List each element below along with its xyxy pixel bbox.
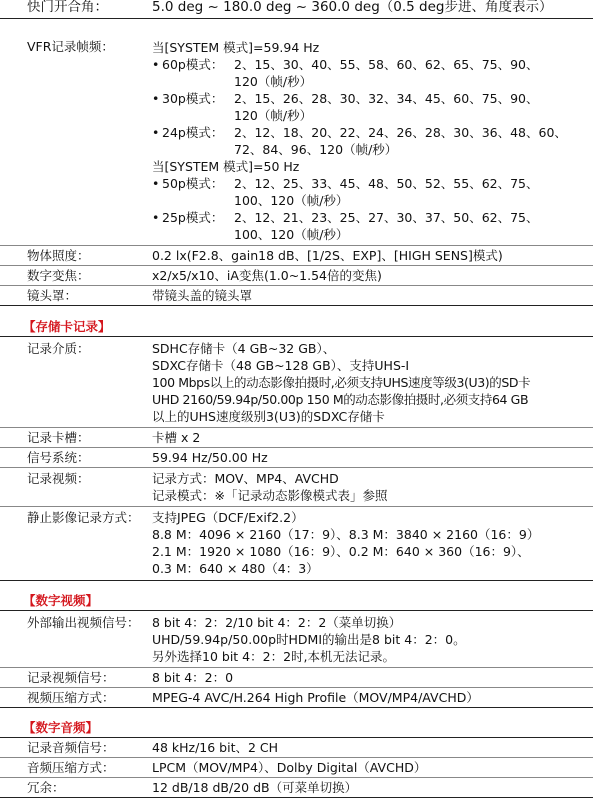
spec-row-ext-output (0, 610, 593, 668)
spec-value: 8 bit 4：2：0 (152, 670, 234, 685)
vfr-values (152, 37, 593, 243)
ext-line: 8 bit 4：2：2/10 bit 4：2：2（菜单切换） (152, 615, 402, 630)
media-line: 以上的UHS速度级别3(U3)的SDXC存储卡 (152, 409, 385, 424)
spec-label: 镜头罩： (27, 288, 78, 303)
ext-values (152, 613, 593, 665)
video-values (152, 469, 593, 504)
still-line: 8.8 M：4096 × 2160（17：9）、8.3 M：3840 × 2160（16：9） (152, 527, 540, 542)
spec-value: 卡槽 x 2 (152, 430, 201, 445)
media-line: SDHC存储卡（4 GB~32 GB）、 (152, 341, 336, 356)
spec-row-lens-hood (0, 286, 593, 306)
media-values (152, 339, 593, 425)
spec-label: 信号系统： (27, 450, 90, 465)
spec-label: 记录视频： (27, 471, 90, 486)
section-heading-card: 【存储卡记录】 (23, 319, 111, 334)
media-line: 100 Mbps以上的动态影像拍摄时,必须支持UHS速度等级3(U3)的SD卡 (152, 375, 531, 390)
spec-value: 带镜头盖的镜头罩 (152, 288, 253, 303)
spec-row-audio-compression (0, 758, 593, 778)
spec-label: 记录视频信号： (27, 670, 115, 685)
spec-value: 0.2 lx(F2.8、gain18 dB、[1/2S、EXP]、[HIGH SENS]模式) (152, 248, 503, 263)
vfr-item-25p: • 25p模式： 2、12、21、23、25、27、30、37、50、62、75、 100、120（帧/秒） (152, 210, 539, 242)
spec-label: 外部输出视频信号： (27, 615, 140, 630)
spec-row-video-compression (0, 688, 593, 708)
spec-value: 59.94 Hz/50.00 Hz (152, 450, 268, 465)
still-line: 支持JPEG（DCF/Exif2.2） (152, 510, 304, 525)
spec-row-headroom (0, 778, 593, 798)
spec-value: x2/x5/x10、iA变焦(1.0~1.54倍的变焦) (152, 268, 382, 283)
spec-label: 数字变焦： (27, 268, 90, 283)
spec-row-rec-signal (0, 668, 593, 688)
spec-row-digital-zoom (0, 266, 593, 286)
spec-label: 记录介质： (27, 341, 90, 356)
media-line: SDXC存储卡（48 GB~128 GB）、支持UHS-I (152, 358, 410, 373)
spec-value: 12 dB/18 dB/20 dB（可菜单切换） (152, 780, 358, 795)
spec-value: 48 kHz/16 bit、2 CH (152, 740, 279, 755)
spec-value: LPCM（MOV/MP4）、Dolby Digital（AVCHD） (152, 760, 427, 775)
spec-row-signal-system (0, 448, 593, 468)
video-line: 记录方式：MOV、MP4、AVCHD (152, 471, 339, 486)
spec-row-video (0, 468, 593, 507)
vfr-item-30p: • 30p模式： 2、15、26、28、30、32、34、45、60、75、90、 120（帧/秒） (152, 91, 539, 123)
section-heading-digital-video: 【数字视频】 (23, 593, 99, 608)
video-line: 记录模式：※「记录动态影像模式表」参照 (152, 488, 388, 503)
spec-value: MPEG-4 AVC/H.264 High Profile（MOV/MP4/AVCHD） (152, 690, 479, 705)
spec-label: 记录卡槽： (27, 430, 90, 445)
still-line: 2.1 M：1920 × 1080（16：9）、0.2 M：640 × 360（16：9）、 (152, 544, 530, 559)
spec-label: 记录音频信号： (27, 740, 115, 755)
spec-value: 5.0 deg ~ 180.0 deg ~ 360.0 deg（0.5 deg步进、角度表示） (152, 0, 553, 15)
spec-row-still (0, 507, 593, 581)
spec-label: 快门开合角： (27, 0, 108, 15)
still-line: 0.3 M：640 × 480（4：3） (152, 561, 319, 576)
still-values (152, 508, 593, 577)
vfr-item-50p: • 50p模式： 2、12、25、33、45、48、50、52、55、62、75、 100、120（帧/秒） (152, 176, 539, 208)
ext-line: 另外选择10 bit 4：2：2时,本机无法记录。 (152, 649, 395, 664)
vfr-item-24p: • 24p模式： 2、12、18、20、22、24、26、28、30、36、48、60、 72、84、96、120（帧/秒） (152, 125, 567, 157)
spec-row-illumination (0, 246, 593, 266)
spec-row-vfr (0, 35, 593, 246)
spec-label: 音频压缩方式： (27, 760, 115, 775)
media-line: UHD 2160/59.94p/50.00p 150 M的动态影像拍摄时,必须支持64 GB (152, 392, 529, 407)
vfr-heading-50: 当[SYSTEM 模式]=50 Hz (152, 159, 300, 174)
spec-label: 静止影像记录方式： (27, 510, 140, 525)
spec-label: 视频压缩方式： (27, 690, 115, 705)
spec-row-media (0, 336, 593, 428)
spec-row-audio-signal (0, 737, 593, 758)
vfr-item-60p: • 60p模式： 2、15、30、40、55、58、60、62、65、75、90、 120（帧/秒） (152, 57, 539, 89)
section-heading-digital-audio: 【数字音频】 (23, 720, 99, 735)
spec-label: VFR记录帧频： (27, 39, 114, 54)
spec-row-shutter (0, 0, 593, 19)
vfr-heading-5994: 当[SYSTEM 模式]=59.94 Hz (152, 40, 320, 55)
spec-label: 冗余： (27, 780, 65, 795)
spec-row-slot (0, 428, 593, 448)
ext-line: UHD/59.94p/50.00p时HDMI的输出是8 bit 4：2：0。 (152, 632, 466, 647)
spec-label: 物体照度： (27, 248, 90, 263)
